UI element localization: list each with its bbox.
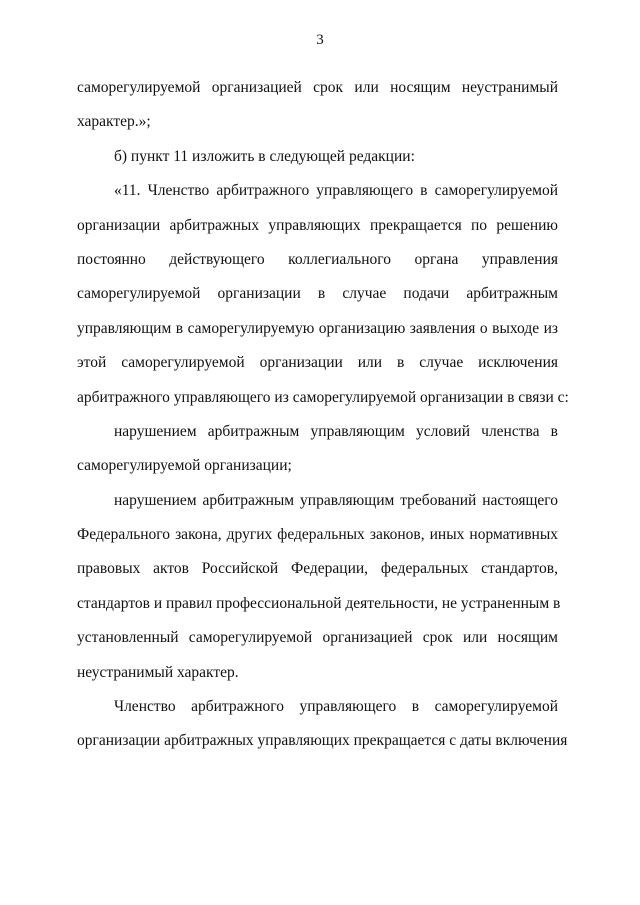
- text-line: нарушением арбитражным управляющим условий членства в: [114, 422, 558, 440]
- text-line: установленный саморегулируемой организацией срок или носящим: [77, 629, 558, 647]
- paragraph-amendment-b: [77, 140, 558, 174]
- paragraph-membership-termination: [77, 690, 568, 759]
- page-number: 3: [316, 32, 324, 48]
- text-line: б) пункт 11 изложить в следующей редакции:: [114, 147, 415, 165]
- text-line: саморегулируемой организации в случае подачи арбитражным: [77, 285, 558, 303]
- text-line: «11. Членство арбитражного управляющего в саморегулируемой: [114, 182, 558, 200]
- text-line: организации арбитражных управляющих прекращается по решению: [77, 216, 558, 234]
- paragraph-violation-conditions: [77, 415, 558, 484]
- paragraph-continuation: [77, 71, 558, 140]
- text-line: Членство арбитражного управляющего в саморегулируемой: [114, 698, 558, 716]
- text-line: нарушением арбитражным управляющим требований настоящего: [114, 491, 558, 509]
- text-line: правовых актов Российской Федерации, федеральных стандартов,: [77, 560, 558, 578]
- paragraph-item-11: [77, 174, 569, 415]
- text-line: арбитражного управляющего из саморегулируемой организации в связи с:: [77, 388, 569, 406]
- text-line: неустранимый характер.: [77, 663, 239, 681]
- paragraph-violation-requirements: [77, 484, 561, 690]
- text-line: характер.»;: [77, 113, 151, 131]
- text-line: постоянно действующего коллегиального органа управления: [77, 250, 558, 268]
- text-line: саморегулируемой организацией срок или носящим неустранимый: [77, 79, 558, 96]
- text-line: саморегулируемой организации;: [77, 457, 292, 475]
- text-line: управляющим в саморегулируемую организацию заявления о выходе из: [77, 319, 558, 337]
- text-line: Федерального закона, других федеральных законов, иных нормативных: [77, 526, 558, 544]
- text-line: стандартов и правил профессиональной деятельности, не устраненным в: [77, 594, 561, 612]
- document-body: [77, 71, 569, 759]
- text-line: этой саморегулируемой организации или в случае исключения: [77, 354, 558, 372]
- text-line: организации арбитражных управляющих прекращается с даты включения: [77, 732, 568, 750]
